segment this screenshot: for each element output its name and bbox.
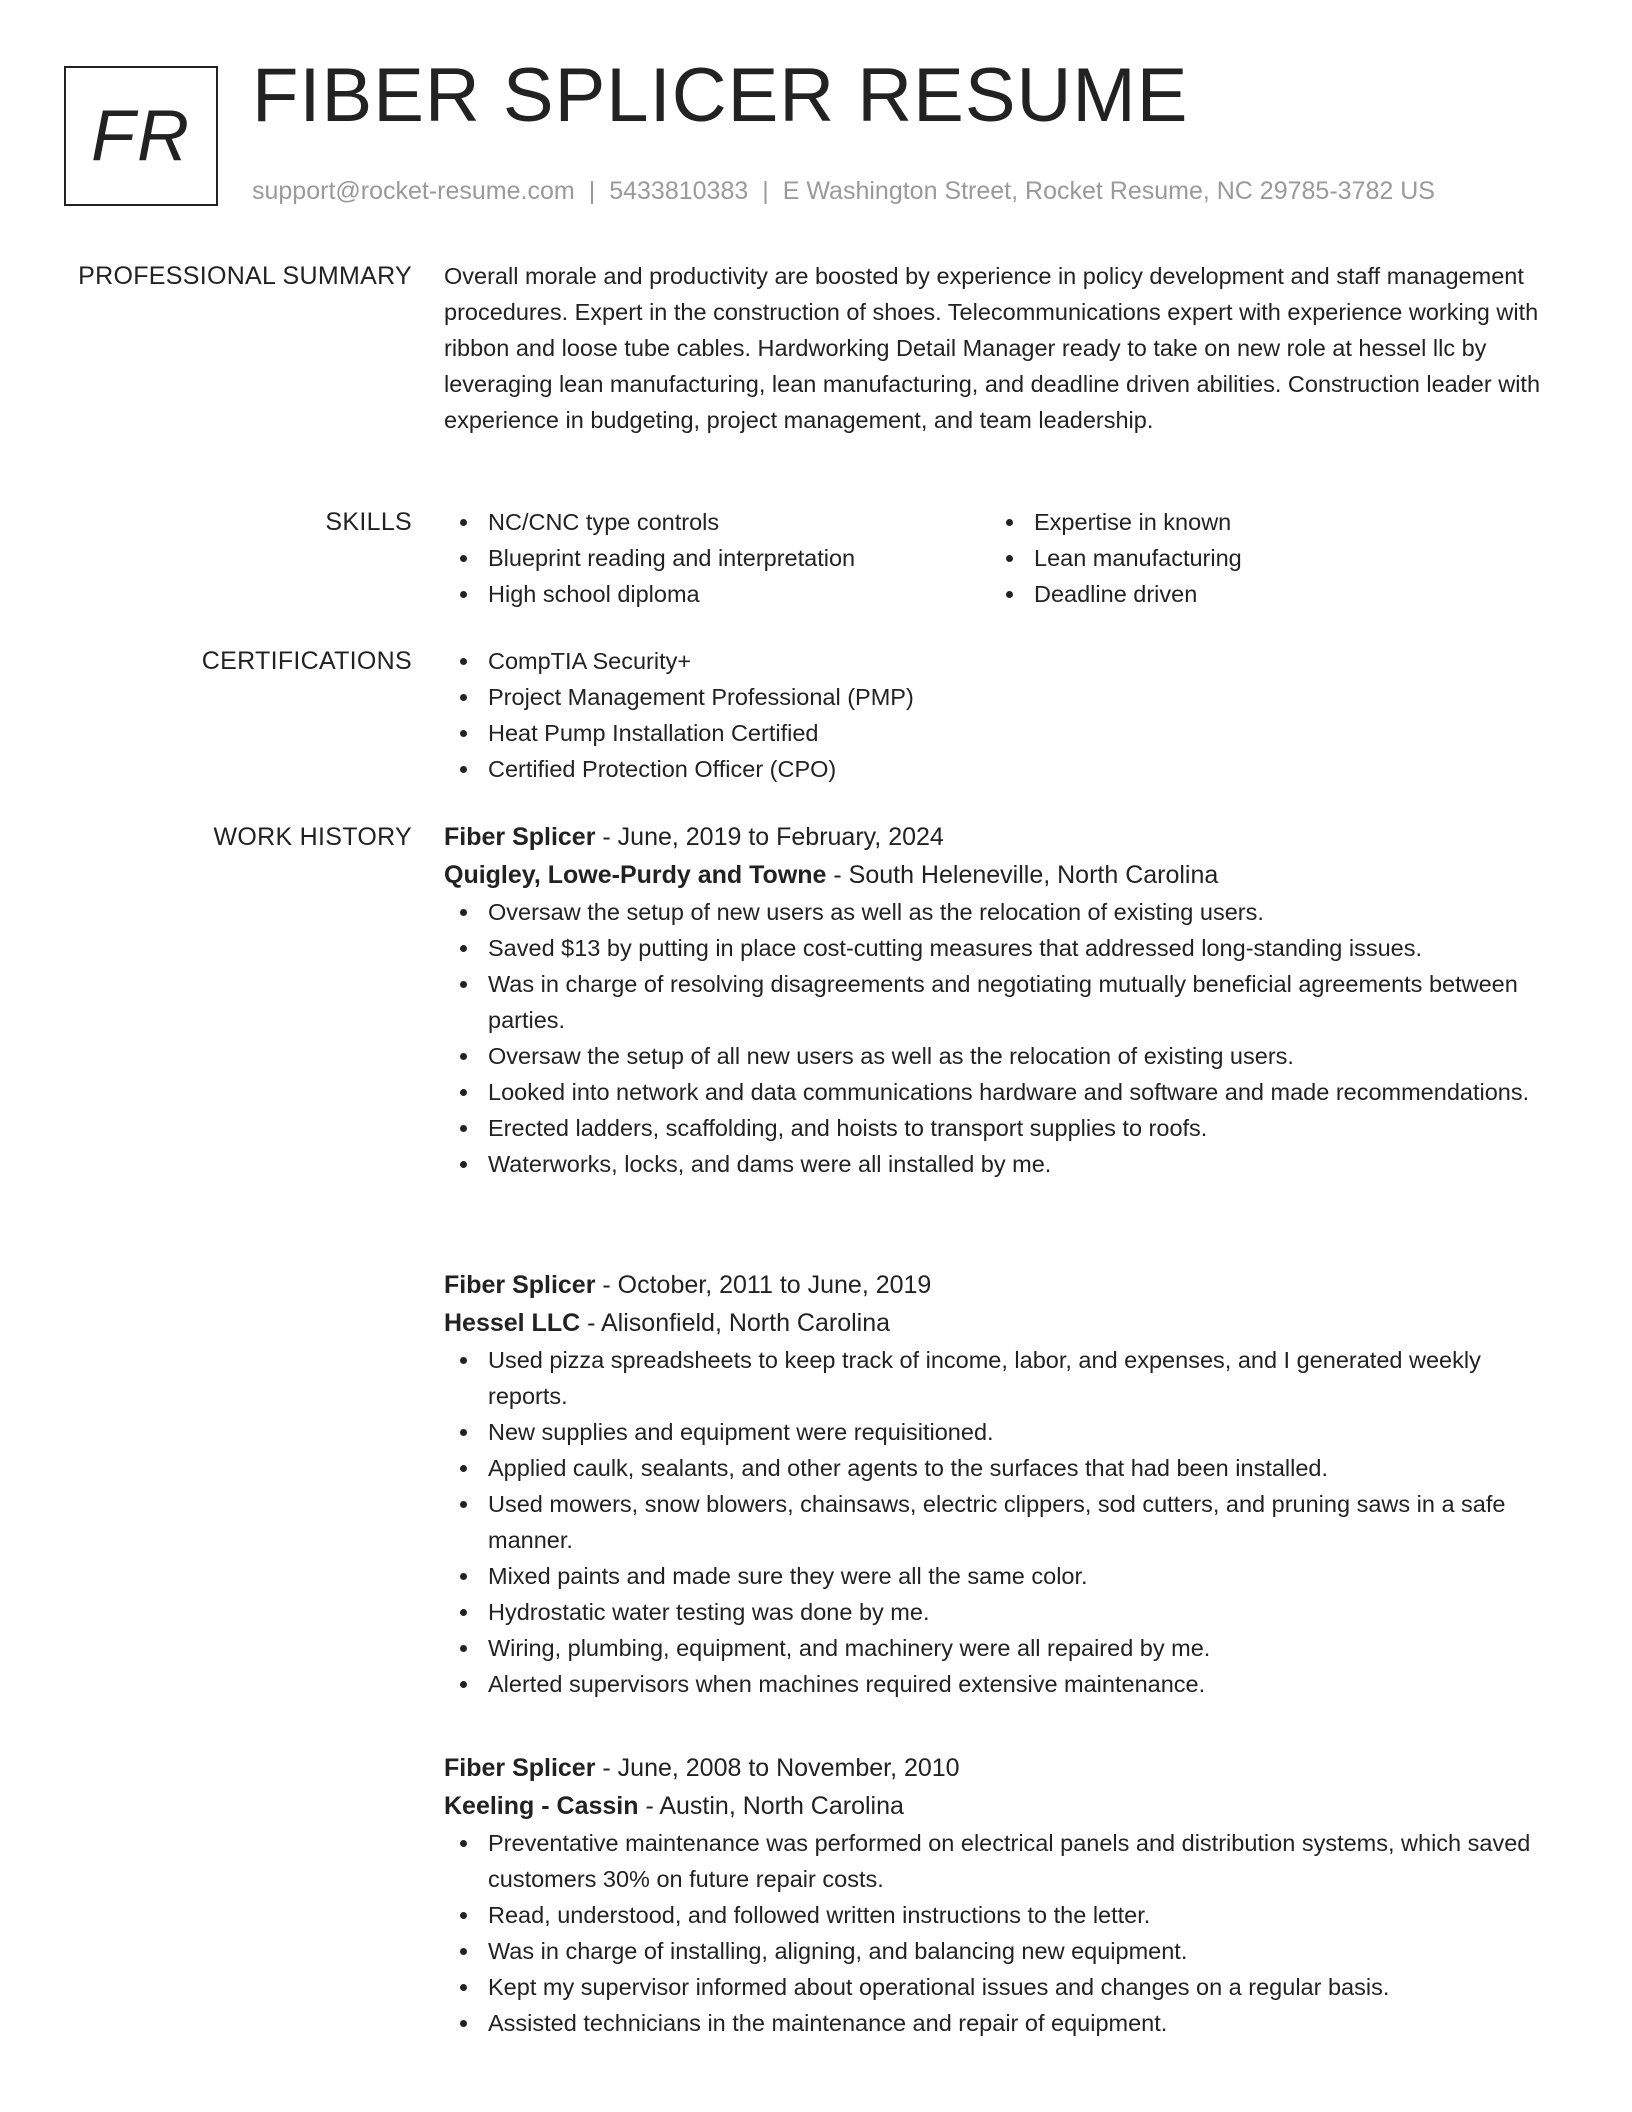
job-title-line (444, 818, 1564, 856)
job-location: - South Heleneville, North Carolina (826, 861, 1219, 889)
job-duty: Waterworks, locks, and dams were all installed by me. (444, 1146, 1564, 1182)
skills-list-right (990, 504, 1536, 612)
skills-list-left (444, 504, 990, 612)
job-duty: Assisted technicians in the maintenance and repair of equipment. (444, 2005, 1564, 2041)
skills-heading: SKILLS (325, 508, 412, 536)
certifications-heading: CERTIFICATIONS (201, 647, 412, 675)
job-duty: Was in charge of installing, aligning, and balancing new equipment. (444, 1933, 1564, 1969)
job-dates: - June, 2019 to February, 2024 (595, 823, 944, 851)
job-duty: New supplies and equipment were requisitioned. (444, 1414, 1564, 1450)
job-title: Fiber Splicer (444, 823, 596, 851)
job-duty: Read, understood, and followed written instructions to the letter. (444, 1897, 1564, 1933)
contact-separator: | (588, 177, 596, 205)
monogram-initials: FR (91, 96, 191, 176)
certifications-list (444, 643, 1564, 787)
job-duty: Alerted supervisors when machines required extensive maintenance. (444, 1666, 1564, 1702)
job-duty: Applied caulk, sealants, and other agents to the surfaces that had been installed. (444, 1450, 1564, 1486)
job-duties-list (444, 1342, 1564, 1702)
job-duty: Looked into network and data communications hardware and software and made recommendations. (444, 1074, 1564, 1110)
job-entry (444, 1749, 1564, 2041)
job-title: Fiber Splicer (444, 1754, 596, 1782)
job-duty: Hydrostatic water testing was done by me. (444, 1594, 1564, 1630)
job-duty: Was in charge of resolving disagreements and negotiating mutually beneficial agreements between parties. (444, 966, 1564, 1038)
job-dates: - October, 2011 to June, 2019 (595, 1271, 932, 1299)
job-duty: Oversaw the setup of new users as well as the relocation of existing users. (444, 894, 1564, 930)
certification-item: Project Management Professional (PMP) (444, 679, 1564, 715)
job-entry (444, 1266, 1564, 1702)
job-duty: Erected ladders, scaffolding, and hoists to transport supplies to roofs. (444, 1110, 1564, 1146)
skill-item: Deadline driven (990, 576, 1536, 612)
certification-item: Certified Protection Officer (CPO) (444, 751, 1564, 787)
job-location: - Austin, North Carolina (638, 1792, 904, 1820)
skill-item: High school diploma (444, 576, 990, 612)
job-location: - Alisonfield, North Carolina (580, 1309, 891, 1337)
job-duty: Mixed paints and made sure they were all the same color. (444, 1558, 1564, 1594)
certifications-body (444, 643, 1564, 787)
resume-title: FIBER SPLICER RESUME (252, 53, 1189, 138)
certification-item: CompTIA Security+ (444, 643, 1564, 679)
summary-heading: PROFESSIONAL SUMMARY (78, 262, 412, 290)
job-duty: Oversaw the setup of all new users as well as the relocation of existing users. (444, 1038, 1564, 1074)
job-duty: Preventative maintenance was performed on electrical panels and distribution systems, which saved customers 30% on future repair costs. (444, 1825, 1564, 1897)
job-duty: Used mowers, snow blowers, chainsaws, electric clippers, sod cutters, and pruning saws in a safe manner. (444, 1486, 1564, 1558)
work-history-heading: WORK HISTORY (213, 823, 412, 851)
job-duty: Used pizza spreadsheets to keep track of income, labor, and expenses, and I generated weekly reports. (444, 1342, 1564, 1414)
contact-email[interactable]: support@rocket-resume.com (252, 177, 575, 205)
job-company: Quigley, Lowe-Purdy and Towne (444, 861, 827, 889)
skill-item: Lean manufacturing (990, 540, 1536, 576)
job-title-line (444, 1749, 1564, 1787)
job-company: Keeling - Cassin (444, 1792, 639, 1820)
job-duty: Wiring, plumbing, equipment, and machinery were all repaired by me. (444, 1630, 1564, 1666)
skills-body (444, 504, 1564, 612)
contact-address: E Washington Street, Rocket Resume, NC 29785-3782 US (782, 177, 1435, 205)
job-duty: Kept my supervisor informed about operational issues and changes on a regular basis. (444, 1969, 1564, 2005)
contact-phone[interactable]: 5433810383 (609, 177, 749, 205)
monogram-box (64, 66, 218, 206)
job-title-line (444, 1266, 1564, 1304)
skill-item: Blueprint reading and interpretation (444, 540, 990, 576)
contact-separator: | (762, 177, 769, 205)
job-company-line (444, 856, 1564, 894)
skill-item: NC/CNC type controls (444, 504, 990, 540)
job-duties-list (444, 894, 1564, 1182)
job-company-line (444, 1304, 1564, 1342)
job-duties-list (444, 1825, 1564, 2041)
job-duty: Saved $13 by putting in place cost-cutting measures that addressed long-standing issues. (444, 930, 1564, 966)
summary-text: Overall morale and productivity are boosted by experience in policy development and staff management procedures. Expert in the construction of shoes. Telecommunications expert with experience working with ribbon and loose tube cables. Hardworking Detail Manager ready to take on new role at hessel llc by leveraging lean manufacturing, lean manufacturing, and deadline driven abilities. Construction leader with experience in budgeting, project management, and team leadership. (444, 263, 1541, 433)
skill-item: Expertise in known (990, 504, 1536, 540)
certification-item: Heat Pump Installation Certified (444, 715, 1564, 751)
job-company: Hessel LLC (444, 1309, 581, 1337)
job-title: Fiber Splicer (444, 1271, 596, 1299)
job-entry (444, 818, 1564, 1182)
job-company-line (444, 1787, 1564, 1825)
contact-line (252, 176, 1435, 206)
summary-body (444, 258, 1564, 438)
job-dates: - June, 2008 to November, 2010 (595, 1754, 960, 1782)
